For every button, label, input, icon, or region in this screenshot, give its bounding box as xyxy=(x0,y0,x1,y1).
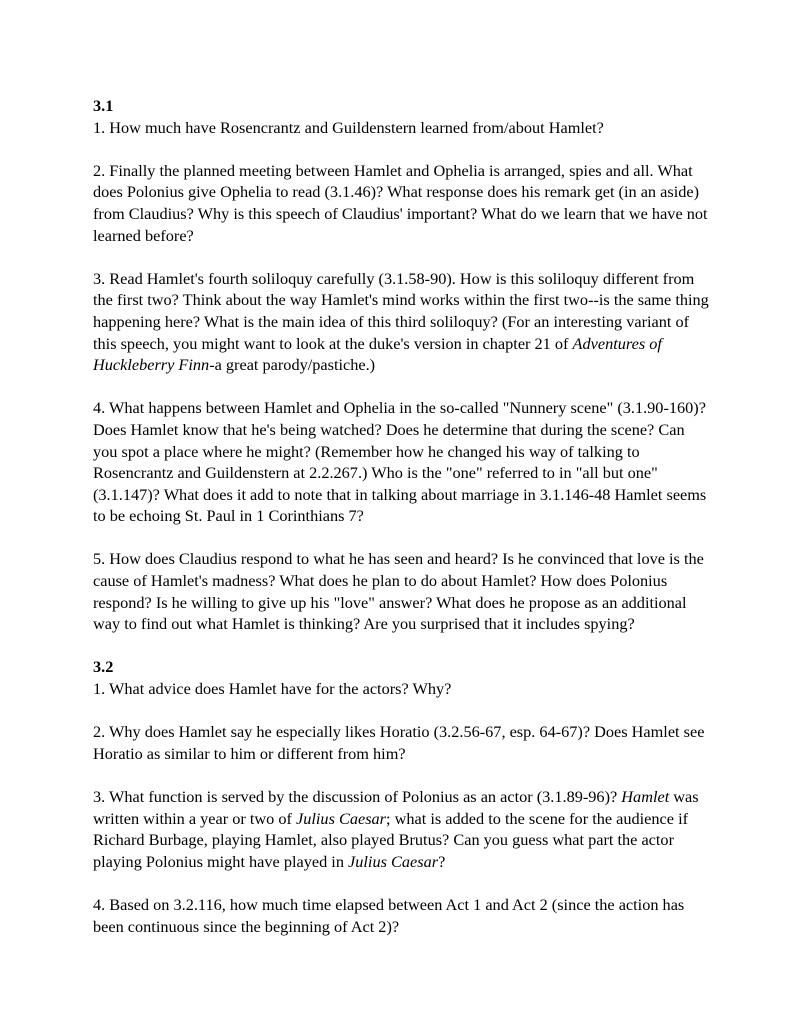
question-text: was written within a year or two of xyxy=(93,787,699,828)
question-item: 1. What advice does Hamlet have for the actors? Why? xyxy=(93,679,452,699)
book-title: Adventures of Huckleberry Finn xyxy=(93,333,662,375)
question-item xyxy=(93,786,713,872)
question-item: 1. How much have Rosencrantz and Guildenstern learned from/about Hamlet? xyxy=(93,117,604,137)
section-heading: 3.1 xyxy=(93,96,114,115)
question-item: 5. How does Claudius respond to what he has seen and heard? Is he convinced that love is the cause of Hamlet's madness? What does he plan to do about Hamlet? How does Polonius respond? Is he willing to give up his "love" answer? What does he propose as an additional way to find out what Hamlet is thinking? Are you surprised that it includes spying? xyxy=(93,549,704,634)
question-text: 3. What function is served by the discussion of Polonius as an actor (3.1.89-96)? xyxy=(93,787,622,806)
question-item: 4. What happens between Hamlet and Ophelia in the so-called "Nunnery scene" (3.1.90-160)? Does Hamlet know that he's being watched? Does he determine that during the scene? Can you spot a place where he might? (Remember how he changed his way of talking to Rosencrantz and Guildenstern at 2.2.267.) Who is the "one" referred to in "all but one" (3.1.147)? What does it add to note that in talking about marriage in 3.1.146-48 Hamlet seems to be echoing St. Paul in 1 Corinthians 7? xyxy=(93,398,707,526)
question-text: 3. Read Hamlet's fourth soliloquy carefully (3.1.58-90). How is this soliloquy different from the first two? Think about the way Hamlet's mind works within the first two--is the same thing happening here? What is the main idea of this third soliloquy? (For an interesting variant of this speech, you might want to look at the duke's version in chapter 21 of xyxy=(93,268,709,353)
question-item xyxy=(93,268,713,376)
question-item: 2. Why does Hamlet say he especially likes Horatio (3.2.56-67, esp. 64-67)? Does Hamlet see Horatio as similar to him or different from him? xyxy=(93,722,705,763)
question-text: ; what is added to the scene for the audience if Richard Burbage, playing Hamlet, also played Brutus? Can you guess what part the actor playing Polonius might have played in xyxy=(93,808,689,871)
question-text: ? xyxy=(438,851,446,871)
section-3-2 xyxy=(93,656,713,937)
play-title: Julius Caesar xyxy=(348,851,439,871)
question-text: -a great parody/pastiche.) xyxy=(209,355,376,375)
document-page xyxy=(93,95,713,959)
play-title: Hamlet xyxy=(621,787,670,806)
play-title: Julius Caesar xyxy=(296,808,387,828)
section-heading: 3.2 xyxy=(93,657,114,677)
section-3-1 xyxy=(93,95,713,635)
question-item: 2. Finally the planned meeting between Hamlet and Ophelia is arranged, spies and all. What does Polonius give Ophelia to read (3.1.46)? What response does his remark get (in an aside) from Claudius? Why is this speech of Claudius' important? What do we learn that we have not learned before? xyxy=(93,160,708,245)
question-item: 4. Based on 3.2.116, how much time elapsed between Act 1 and Act 2 (since the action has been continuous since the beginning of Act 2)? xyxy=(93,894,685,936)
